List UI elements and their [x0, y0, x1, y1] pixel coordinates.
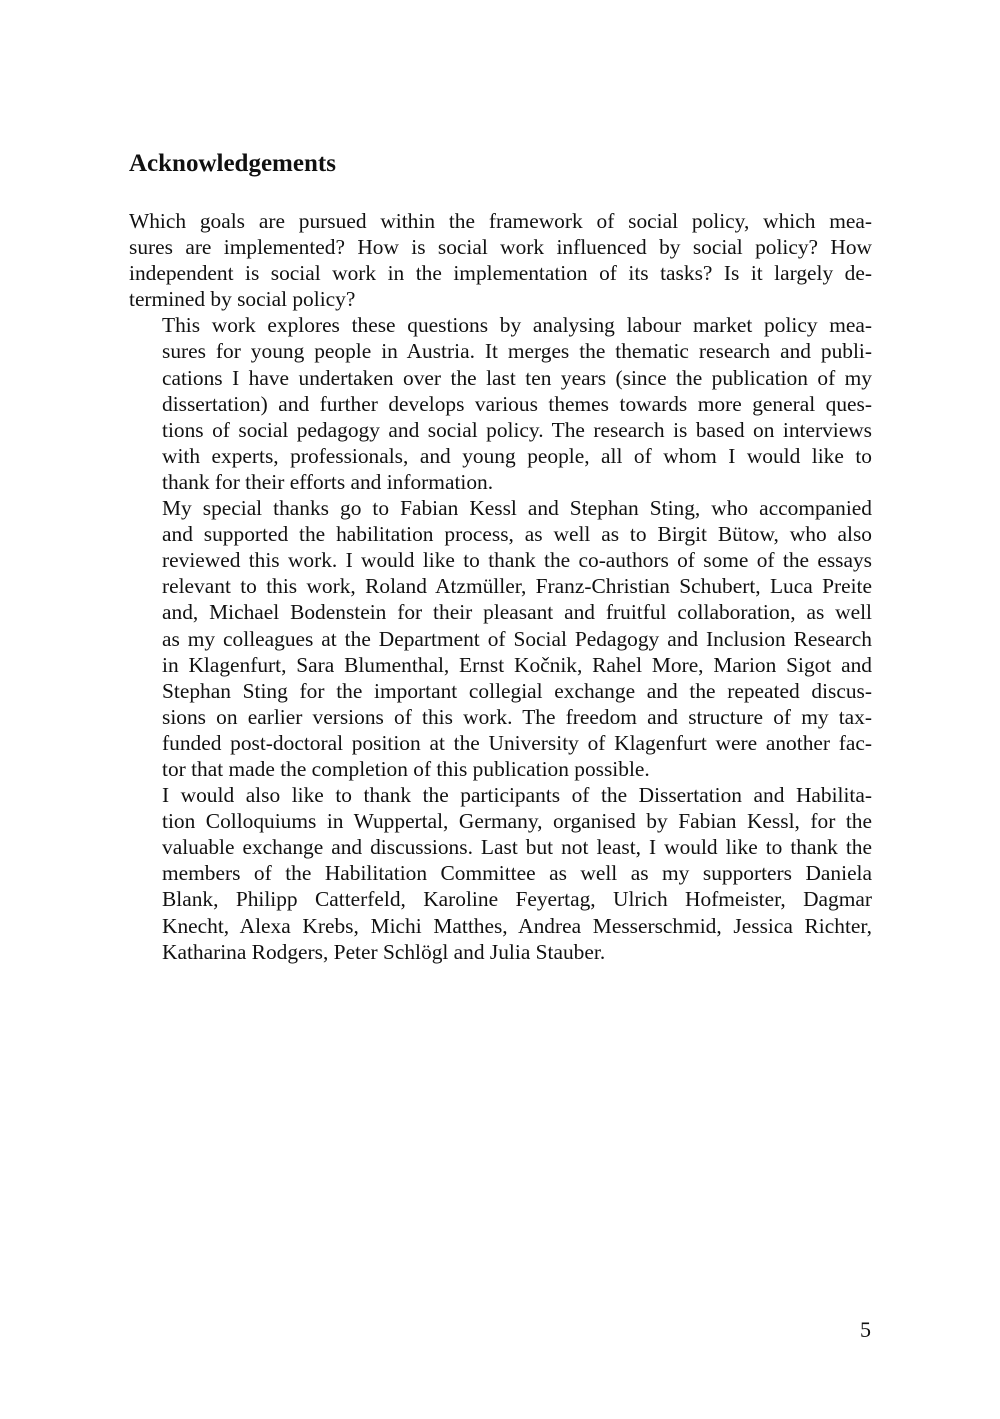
- text-line: relevant to this work, Roland Atzmüller, Franz-Christian Schubert, Luca Preite: [162, 574, 872, 599]
- text-line: cations I have undertaken over the last ten years (since the publication of my: [162, 365, 872, 390]
- text-line: independent is social work in the implementation of its tasks? Is it largely de-: [129, 261, 872, 286]
- text-line: with experts, professionals, and young people, all of whom I would like to: [162, 443, 872, 468]
- text-line: as my colleagues at the Department of Social Pedagogy and Inclusion Research: [162, 626, 872, 651]
- text-line: and supported the habilitation process, as well as to Birgit Bütow, who also: [162, 522, 872, 547]
- text-line: This work explores these questions by analysing labour market policy mea-: [162, 313, 872, 338]
- text-line: sures are implemented? How is social work influenced by social policy? How: [129, 235, 872, 260]
- text-line: My special thanks go to Fabian Kessl and Stephan Sting, who accompanied: [162, 496, 872, 521]
- text-line: in Klagenfurt, Sara Blumenthal, Ernst Kočnik, Rahel More, Marion Sigot and: [162, 652, 872, 677]
- text-line: and, Michael Bodenstein for their pleasant and fruitful collaboration, as well: [162, 600, 872, 625]
- text-line: sures for young people in Austria. It merges the thematic research and publi-: [162, 339, 872, 364]
- paragraph-closing: [129, 782, 872, 965]
- page-title: Acknowledgements: [129, 150, 336, 177]
- text-line: Knecht, Alexa Krebs, Michi Matthes, Andrea Messerschmid, Jessica Richter,: [162, 913, 872, 938]
- text-line: reviewed this work. I would like to thank the co-authors of some of the essays: [162, 548, 872, 573]
- text-line: dissertation) and further develops various themes towards more general ques-: [162, 391, 872, 416]
- page-number: 5: [860, 1317, 871, 1342]
- text-line: Blank, Philipp Catterfeld, Karoline Feyertag, Ulrich Hofmeister, Dagmar: [162, 887, 872, 912]
- paragraph-thanks: [129, 495, 872, 782]
- text-line: termined by social policy?: [129, 287, 356, 312]
- text-line: Which goals are pursued within the framework of social policy, which mea-: [129, 209, 872, 233]
- text-line: valuable exchange and discussions. Last but not least, I would like to thank the: [162, 835, 872, 860]
- text-line: I would also like to thank the participants of the Dissertation and Habilita-: [162, 783, 872, 808]
- text-line: members of the Habilitation Committee as well as my supporters Daniela: [162, 861, 872, 886]
- text-line: tor that made the completion of this publication possible.: [162, 756, 650, 781]
- text-line: Katharina Rodgers, Peter Schlögl and Julia Stauber.: [162, 939, 606, 964]
- text-line: funded post-doctoral position at the University of Klagenfurt were another fac-: [162, 730, 872, 755]
- text-line: tion Colloquiums in Wuppertal, Germany, organised by Fabian Kessl, for the: [162, 809, 872, 834]
- text-line: sions on earlier versions of this work. The freedom and structure of my tax-: [162, 704, 872, 729]
- paragraph-research: [129, 312, 872, 495]
- text-line: Stephan Sting for the important collegial exchange and the repeated discus-: [162, 678, 872, 703]
- text-line: tions of social pedagogy and social policy. The research is based on interviews: [162, 417, 872, 442]
- body-text: [129, 208, 872, 965]
- paragraph-intro: [129, 208, 872, 312]
- text-line: thank for their efforts and information.: [162, 469, 494, 494]
